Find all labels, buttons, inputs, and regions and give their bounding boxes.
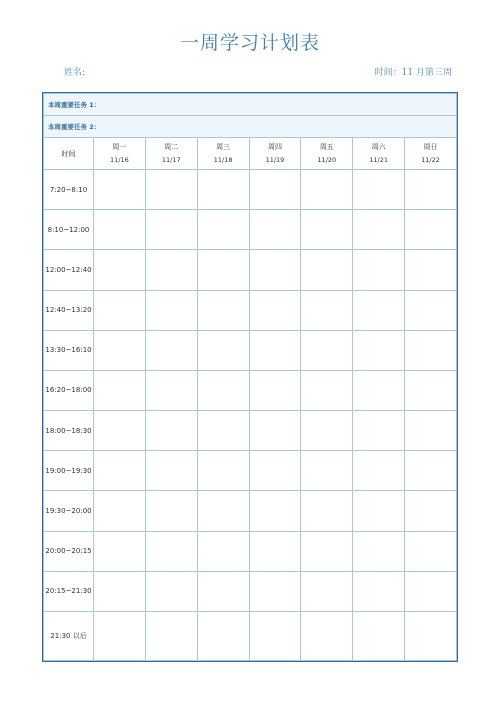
plan-cell[interactable] xyxy=(197,491,249,531)
plan-cell[interactable] xyxy=(145,290,197,330)
slot-row xyxy=(44,611,457,660)
slot-row xyxy=(44,491,457,531)
plan-cell[interactable] xyxy=(197,170,249,210)
plan-cell[interactable] xyxy=(353,531,405,571)
plan-cell[interactable] xyxy=(94,411,146,451)
plan-cell[interactable] xyxy=(249,330,301,370)
slot-time-label: 12:40~13:20 xyxy=(44,290,94,330)
slot-time-label: 8:10~12:00 xyxy=(44,210,94,250)
plan-cell[interactable] xyxy=(301,611,353,660)
plan-cell[interactable] xyxy=(197,330,249,370)
slot-row xyxy=(44,170,457,210)
slot-time-label: 7:20~8:10 xyxy=(44,170,94,210)
plan-cell[interactable] xyxy=(197,411,249,451)
plan-cell[interactable] xyxy=(94,370,146,410)
plan-cell[interactable] xyxy=(353,250,405,290)
day-date: 11/18 xyxy=(213,155,233,164)
plan-cell[interactable] xyxy=(94,290,146,330)
schedule-sheet xyxy=(42,92,458,662)
plan-cell[interactable] xyxy=(197,290,249,330)
plan-cell[interactable] xyxy=(405,330,457,370)
day-name: 周三 xyxy=(216,142,231,151)
day-name: 周五 xyxy=(319,142,334,151)
plan-cell[interactable] xyxy=(353,611,405,660)
header-row xyxy=(44,138,457,170)
page-title: 一周学习计划表 xyxy=(179,32,320,54)
day-header-6 xyxy=(353,138,405,170)
plan-cell[interactable] xyxy=(197,531,249,571)
plan-cell[interactable] xyxy=(145,491,197,531)
day-date: 11/20 xyxy=(317,155,337,164)
plan-cell[interactable] xyxy=(353,170,405,210)
plan-cell[interactable] xyxy=(249,170,301,210)
plan-cell[interactable] xyxy=(145,451,197,491)
day-name: 周日 xyxy=(423,142,438,151)
day-header-2 xyxy=(145,138,197,170)
plan-cell[interactable] xyxy=(145,611,197,660)
slot-time-label: 16:20~18:00 xyxy=(44,370,94,410)
plan-cell[interactable] xyxy=(145,411,197,451)
plan-cell[interactable] xyxy=(249,210,301,250)
day-header-7 xyxy=(405,138,457,170)
plan-cell[interactable] xyxy=(353,290,405,330)
slot-time-label: 13:30~16:10 xyxy=(44,330,94,370)
task-2-cell[interactable]: 本周重要任务 2： xyxy=(44,116,457,138)
day-date: 11/19 xyxy=(265,155,285,164)
slot-time-label: 19:00~19:30 xyxy=(44,451,94,491)
plan-cell[interactable] xyxy=(145,370,197,410)
slot-time-label: 21:30 以后 xyxy=(44,611,94,660)
plan-cell[interactable] xyxy=(197,611,249,660)
slot-row xyxy=(44,370,457,410)
plan-cell[interactable] xyxy=(94,611,146,660)
slot-row xyxy=(44,210,457,250)
plan-cell[interactable] xyxy=(353,210,405,250)
plan-cell[interactable] xyxy=(197,210,249,250)
task-1-cell[interactable]: 本周重要任务 1： xyxy=(44,94,457,116)
slot-time-label: 20:00~20:15 xyxy=(44,531,94,571)
slot-row xyxy=(44,411,457,451)
plan-cell[interactable] xyxy=(301,531,353,571)
plan-cell[interactable] xyxy=(405,290,457,330)
task-row-2 xyxy=(44,116,457,138)
plan-cell[interactable] xyxy=(145,571,197,611)
plan-cell[interactable] xyxy=(301,370,353,410)
schedule-table xyxy=(43,93,457,661)
time-label: 时间：11 月第三周 xyxy=(374,68,452,78)
plan-cell[interactable] xyxy=(197,250,249,290)
plan-cell[interactable] xyxy=(197,571,249,611)
plan-cell[interactable] xyxy=(249,571,301,611)
slot-time-label: 18:00~18:30 xyxy=(44,411,94,451)
plan-cell[interactable] xyxy=(405,611,457,660)
plan-cell[interactable] xyxy=(405,250,457,290)
day-date: 11/22 xyxy=(421,155,440,164)
slot-row xyxy=(44,571,457,611)
plan-cell[interactable] xyxy=(405,571,457,611)
plan-cell[interactable] xyxy=(353,330,405,370)
plan-cell[interactable] xyxy=(94,330,146,370)
slot-row xyxy=(44,250,457,290)
day-header-5 xyxy=(301,138,353,170)
task-row-1 xyxy=(44,94,457,116)
plan-cell[interactable] xyxy=(405,210,457,250)
plan-cell[interactable] xyxy=(301,451,353,491)
day-header-3 xyxy=(197,138,249,170)
day-header-4 xyxy=(249,138,301,170)
plan-cell[interactable] xyxy=(145,531,197,571)
plan-cell[interactable] xyxy=(353,451,405,491)
day-date: 11/16 xyxy=(110,155,129,164)
plan-cell[interactable] xyxy=(145,330,197,370)
plan-cell[interactable] xyxy=(94,210,146,250)
slot-row xyxy=(44,531,457,571)
slot-time-label: 19:30~20:00 xyxy=(44,491,94,531)
plan-cell[interactable] xyxy=(301,290,353,330)
slot-row xyxy=(44,330,457,370)
plan-cell[interactable] xyxy=(249,411,301,451)
plan-cell[interactable] xyxy=(405,491,457,531)
plan-cell[interactable] xyxy=(301,170,353,210)
plan-cell[interactable] xyxy=(301,210,353,250)
plan-cell[interactable] xyxy=(197,370,249,410)
slot-row xyxy=(44,290,457,330)
plan-cell[interactable] xyxy=(249,290,301,330)
plan-cell[interactable] xyxy=(145,210,197,250)
day-name: 周二 xyxy=(164,142,179,151)
plan-cell[interactable] xyxy=(249,370,301,410)
plan-cell[interactable] xyxy=(301,411,353,451)
plan-cell[interactable] xyxy=(405,451,457,491)
plan-cell[interactable] xyxy=(249,531,301,571)
plan-cell[interactable] xyxy=(353,491,405,531)
plan-cell[interactable] xyxy=(301,250,353,290)
plan-cell[interactable] xyxy=(94,491,146,531)
day-name: 周六 xyxy=(371,142,386,151)
plan-cell[interactable] xyxy=(301,330,353,370)
day-date: 11/21 xyxy=(369,155,388,164)
plan-cell[interactable] xyxy=(353,370,405,410)
plan-cell[interactable] xyxy=(301,571,353,611)
plan-cell[interactable] xyxy=(249,451,301,491)
day-name: 周一 xyxy=(112,142,127,151)
plan-cell[interactable] xyxy=(249,491,301,531)
plan-cell[interactable] xyxy=(301,491,353,531)
plan-cell[interactable] xyxy=(405,170,457,210)
day-date: 11/17 xyxy=(161,155,181,164)
plan-cell[interactable] xyxy=(197,451,249,491)
name-label: 姓名: xyxy=(64,68,86,78)
plan-cell[interactable] xyxy=(249,611,301,660)
day-name: 周四 xyxy=(267,142,282,151)
plan-cell[interactable] xyxy=(405,411,457,451)
plan-cell[interactable] xyxy=(145,170,197,210)
plan-cell[interactable] xyxy=(353,411,405,451)
plan-cell[interactable] xyxy=(249,250,301,290)
plan-cell[interactable] xyxy=(405,370,457,410)
day-header-1 xyxy=(94,138,146,170)
slot-time-label: 20:15~21:30 xyxy=(44,571,94,611)
plan-cell[interactable] xyxy=(94,451,146,491)
plan-cell[interactable] xyxy=(94,170,146,210)
time-header: 时间 xyxy=(44,138,94,170)
plan-cell[interactable] xyxy=(353,571,405,611)
plan-cell[interactable] xyxy=(145,250,197,290)
plan-cell[interactable] xyxy=(94,571,146,611)
plan-cell[interactable] xyxy=(405,531,457,571)
slot-time-label: 12:00~12:40 xyxy=(44,250,94,290)
slot-row xyxy=(44,451,457,491)
plan-cell[interactable] xyxy=(94,531,146,571)
plan-cell[interactable] xyxy=(94,250,146,290)
